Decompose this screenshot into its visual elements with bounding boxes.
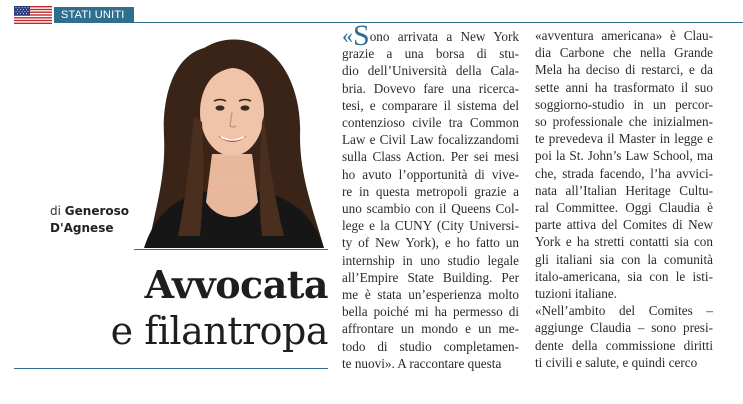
- headline: [111, 262, 328, 354]
- open-quote-mark: «: [342, 23, 353, 48]
- column-2-lines: [535, 27, 713, 371]
- body-text-line: «avventura americana» è Clau-: [535, 28, 713, 43]
- body-text-line: dia Carbone che nella Grande: [535, 45, 713, 61]
- body-text-line: all’Empire State Building. Per: [342, 269, 519, 285]
- body-text-line: «Nell’ambito del Comites –: [535, 303, 713, 319]
- byline: [50, 203, 140, 237]
- author-first-name: Generoso: [64, 204, 129, 218]
- body-text-line: tuzioni italiane.: [535, 286, 618, 302]
- body-text-line: soggiorno-studio in un percor-: [535, 96, 713, 112]
- body-text-line: ral Committee. Oggi Claudia è: [535, 200, 713, 216]
- byline-prefix: di: [50, 204, 61, 218]
- body-text-line: todo di studio completamen-: [342, 338, 519, 354]
- body-text-line: sulla Class Action. Per sei mesi: [342, 149, 519, 165]
- body-text-line: ho avuto l’opportunità di vive-: [342, 166, 519, 182]
- body-text-line: aggiunge Claudia – sono presi-: [535, 320, 713, 336]
- body-text-line: uno scambio con il Queens Col-: [342, 201, 519, 217]
- body-text-line: Law e Civil Law focalizzandomi: [342, 132, 519, 148]
- headline-line-2: e filantropa: [110, 309, 328, 353]
- body-text-line: tesi, e comparare il sistema del: [342, 97, 519, 113]
- section-header: [0, 0, 743, 30]
- body-text-line: gli italiani sia con la comunità: [535, 251, 713, 267]
- body-text-line: York e ha stretti contatti sia con: [535, 234, 713, 250]
- author-last-name: D'Agnese: [50, 221, 114, 235]
- column-1-lines: [342, 45, 519, 372]
- body-text-line: che, strada facendo, l’ha avvici-: [535, 165, 713, 181]
- body-text-line: dente della commissione diritti: [535, 337, 713, 353]
- body-text-line: me è stata un’esperienza molto: [342, 287, 519, 303]
- body-text-line: re in questa metropoli grazie a: [342, 183, 519, 199]
- body-text-line: sette anni ha trasformato il suo: [535, 79, 713, 95]
- drop-cap: S: [353, 19, 370, 52]
- body-text-line: ty of New York), e ho fatto un: [342, 235, 519, 251]
- body-text-line: bria. Dovevo fare una ricerca-: [342, 80, 519, 96]
- body-text-line: Mela ha deciso di restarci, e da: [535, 62, 713, 78]
- body-text-line: internship in uno studio legale: [342, 252, 519, 268]
- body-text-line: nata all’Italian Heritage Cultu-: [535, 182, 713, 198]
- body-text-line: affrontare un mondo e un me-: [342, 321, 519, 337]
- header-rule: [134, 22, 743, 23]
- body-text-line: dio dell’Università della Cala-: [342, 63, 519, 79]
- body-first-line: [342, 19, 519, 52]
- photo-rule: [134, 249, 328, 250]
- body-column-1: [342, 19, 519, 372]
- body-text-line: bella poiché mi ha permesso di: [342, 304, 519, 320]
- first-line-text: ono arrivata a New York: [369, 29, 519, 44]
- body-text-line: te prevedeva il Master in legge e: [535, 131, 713, 147]
- us-flag-icon: [14, 6, 52, 24]
- body-text-line: parte attiva del Comites di New: [535, 217, 713, 233]
- portrait-photo: [134, 26, 328, 248]
- headline-rule: [14, 368, 328, 369]
- body-text-line: so professionale che inizialmen-: [535, 114, 713, 130]
- body-text-line: ti civili e salute, e quindi cerco: [535, 354, 698, 370]
- body-text-line: contenzioso civile tra Common: [342, 115, 519, 131]
- section-label: STATI UNITI: [54, 7, 134, 23]
- body-text-line: te nuovi». A raccontare questa: [342, 355, 502, 371]
- body-text-line: lege e la CUNY (City Universi-: [342, 218, 519, 234]
- body-text-line: italo-americana, sia con le isti-: [535, 268, 713, 284]
- body-text-line: grazie a una borsa di stu-: [342, 46, 519, 62]
- headline-line-1: Avvocata: [144, 262, 328, 307]
- body-text-line: poi la St. John’s Law School, ma: [535, 148, 713, 164]
- body-column-2: [535, 27, 713, 371]
